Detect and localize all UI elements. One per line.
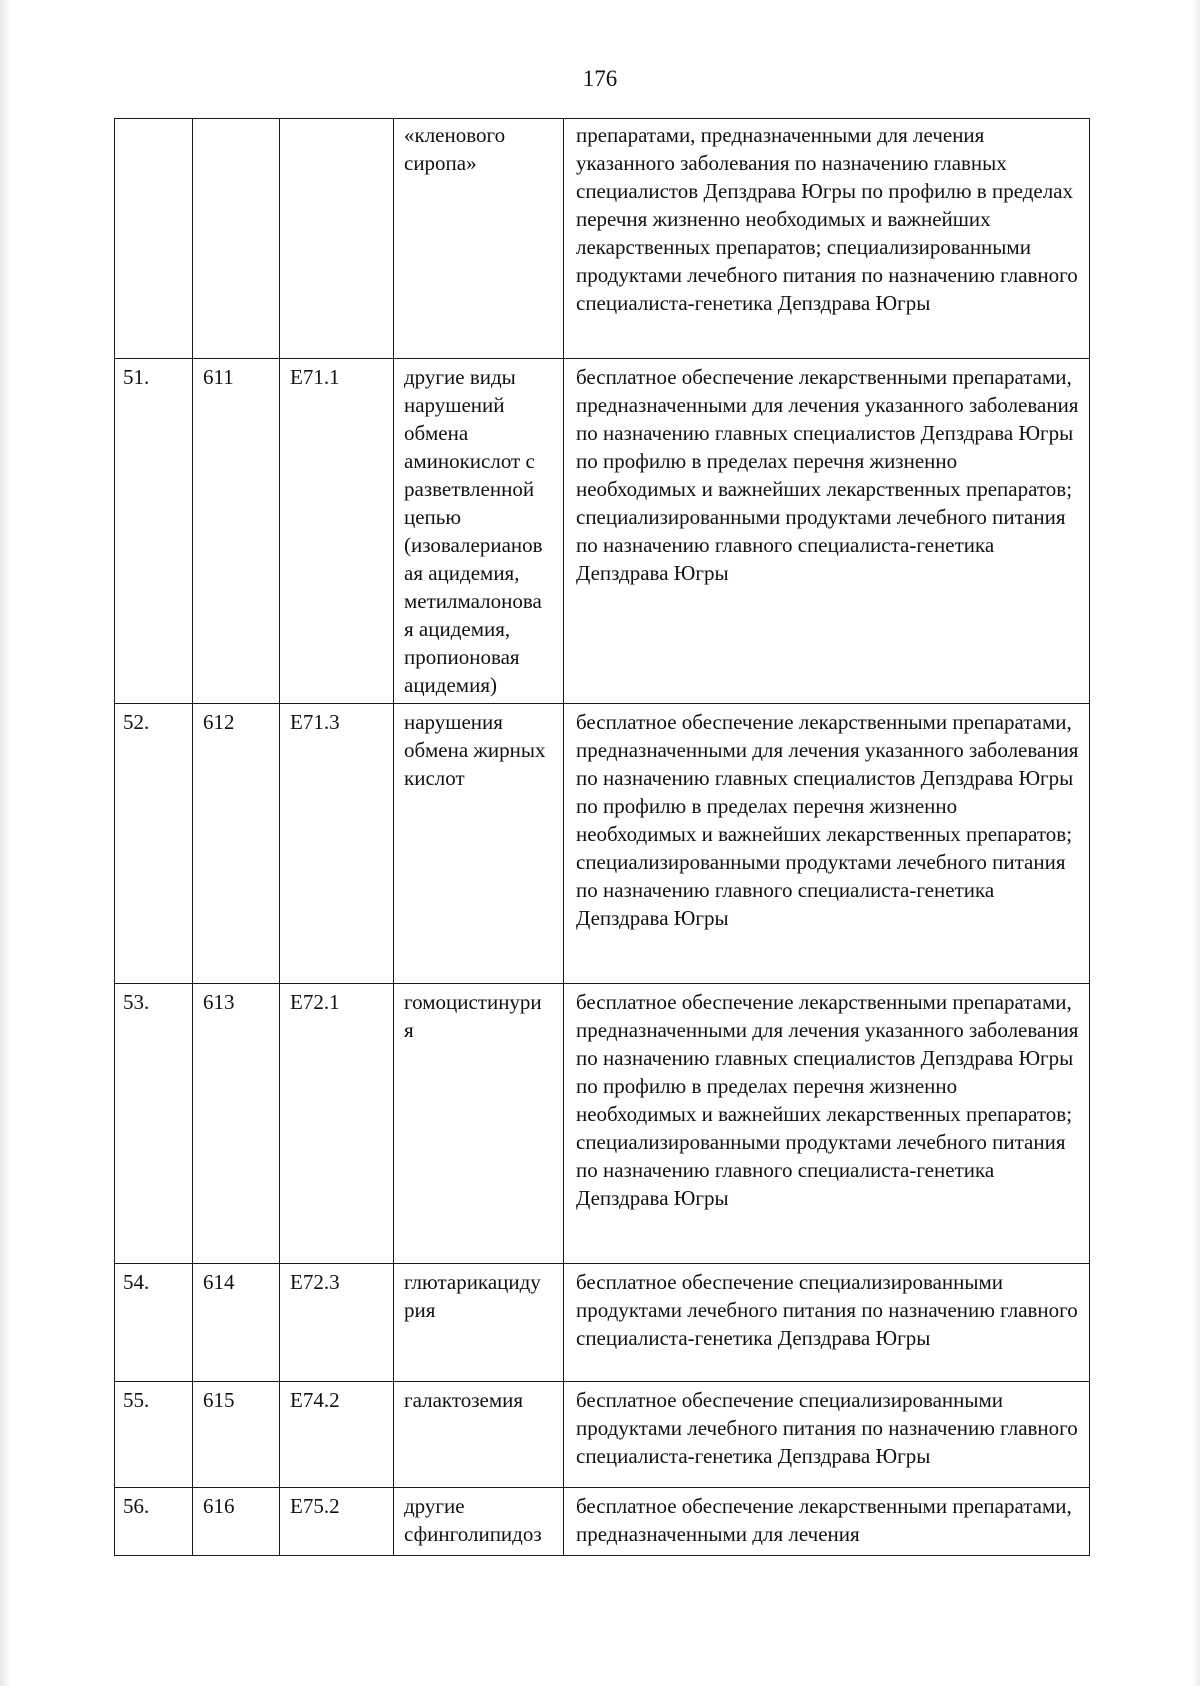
provision-description-cell: бесплатное обеспечение специализированными продуктами лечебного питания по назначению главного специалиста-генетика Депздрава Югры [564, 1264, 1090, 1382]
disease-name-cell: галактоземия [394, 1382, 564, 1488]
table-row [115, 1264, 1090, 1382]
disease-name-cell: другие виды нарушений обмена аминокислот с разветвленной цепью (изовалерианов ая ацидемия, метилмалонова я ацидемия, пропионовая ацидемия) [394, 359, 564, 704]
icd-code-cell: E74.2 [280, 1382, 394, 1488]
table-row [115, 1382, 1090, 1488]
disease-name-cell: «кленового сиропа» [394, 119, 564, 359]
icd-code-cell: E75.2 [280, 1488, 394, 1556]
row-id-cell: 614 [193, 1264, 280, 1382]
row-id-cell: 611 [193, 359, 280, 704]
row-id-cell: 613 [193, 984, 280, 1264]
provision-description-cell: препаратами, предназначенными для лечения указанного заболевания по назначению главных специалистов Депздрава Югры по профилю в пределах перечня жизненно необходимых и важнейших лекарственных препаратов; специализированными продуктами лечебного питания по назначению главного специалиста-генетика Депздрава Югры [564, 119, 1090, 359]
disease-table [114, 118, 1090, 1556]
icd-code-cell: E71.3 [280, 704, 394, 984]
row-number-cell [115, 119, 193, 359]
scan-edge-right [1192, 0, 1200, 1686]
provision-description-cell: бесплатное обеспечение лекарственными препаратами, предназначенными для лечения [564, 1488, 1090, 1556]
table-row [115, 359, 1090, 704]
disease-name-cell: другие сфинголипидоз [394, 1488, 564, 1556]
provision-description-cell: бесплатное обеспечение лекарственными препаратами, предназначенными для лечения указанного заболевания по назначению главных специалистов Депздрава Югры по профилю в пределах перечня жизненно необходимых и важнейших лекарственных препаратов; специализированными продуктами лечебного питания по назначению главного специалиста-генетика Депздрава Югры [564, 984, 1090, 1264]
provision-description-cell: бесплатное обеспечение специализированными продуктами лечебного питания по назначению главного специалиста-генетика Депздрава Югры [564, 1382, 1090, 1488]
icd-code-cell: E71.1 [280, 359, 394, 704]
table-row [115, 704, 1090, 984]
scan-edge-left [0, 0, 10, 1686]
disease-name-cell: глютарикациду рия [394, 1264, 564, 1382]
row-number-cell: 56. [115, 1488, 193, 1556]
provision-description-cell: бесплатное обеспечение лекарственными препаратами, предназначенными для лечения указанного заболевания по назначению главных специалистов Депздрава Югры по профилю в пределах перечня жизненно необходимых и важнейших лекарственных препаратов; специализированными продуктами лечебного питания по назначению главного специалиста-генетика Депздрава Югры [564, 704, 1090, 984]
table-row [115, 984, 1090, 1264]
row-id-cell: 616 [193, 1488, 280, 1556]
table-row [115, 119, 1090, 359]
row-number-cell: 53. [115, 984, 193, 1264]
row-id-cell: 612 [193, 704, 280, 984]
table-row [115, 1488, 1090, 1556]
icd-code-cell: E72.1 [280, 984, 394, 1264]
row-number-cell: 51. [115, 359, 193, 704]
icd-code-cell [280, 119, 394, 359]
provision-description-cell: бесплатное обеспечение лекарственными препаратами, предназначенными для лечения указанного заболевания по назначению главных специалистов Депздрава Югры по профилю в пределах перечня жизненно необходимых и важнейших лекарственных препаратов; специализированными продуктами лечебного питания по назначению главного специалиста-генетика Депздрава Югры [564, 359, 1090, 704]
row-number-cell: 55. [115, 1382, 193, 1488]
icd-code-cell: E72.3 [280, 1264, 394, 1382]
row-id-cell [193, 119, 280, 359]
row-number-cell: 52. [115, 704, 193, 984]
row-number-cell: 54. [115, 1264, 193, 1382]
row-id-cell: 615 [193, 1382, 280, 1488]
disease-name-cell: гомоцистинури я [394, 984, 564, 1264]
page-number: 176 [582, 66, 618, 91]
disease-name-cell: нарушения обмена жирных кислот [394, 704, 564, 984]
